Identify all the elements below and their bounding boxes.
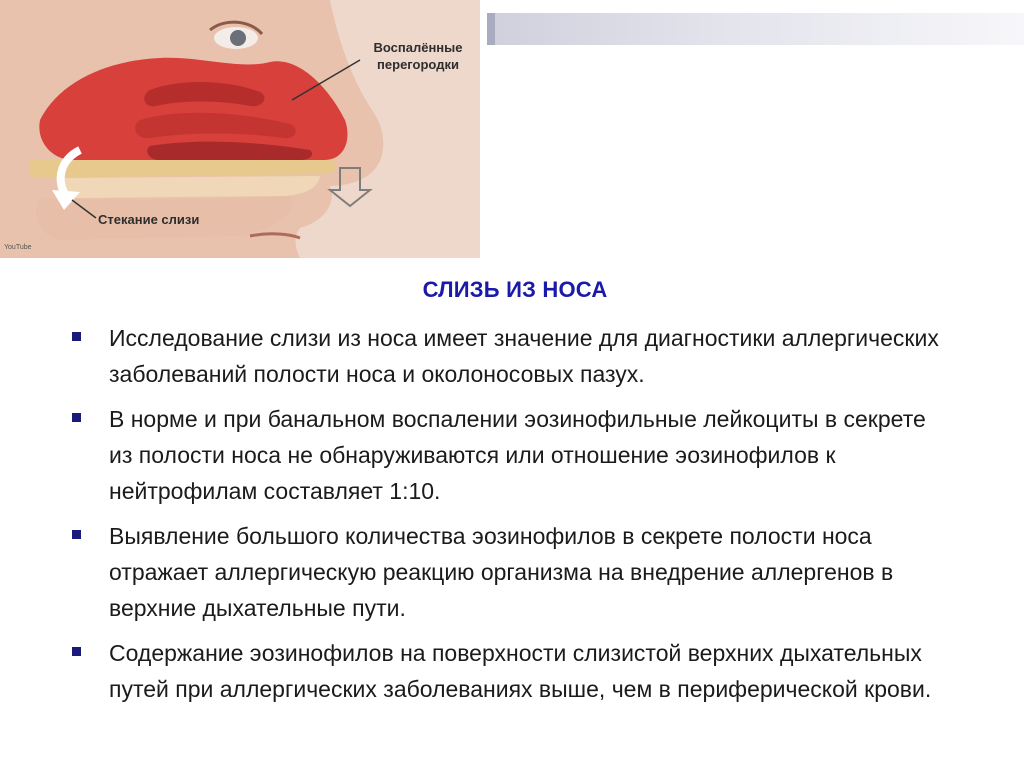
square-bullet-icon	[72, 413, 81, 422]
bullet-text: Содержание эозинофилов на поверхности слизистой верхних дыхательных путей при аллергических заболеваниях выше, чем в периферической крови.	[109, 640, 932, 702]
bullet-list	[72, 320, 952, 716]
slide-title	[0, 277, 1024, 303]
bullet-item	[72, 518, 952, 626]
mucus-drainage-label: Стекание слизи	[98, 212, 200, 227]
bullet-text: В норме и при банальном воспалении эозинофильные лейкоциты в секрете из полости носа не обнаруживаются или отношение эозинофилов к нейтрофилам составляет 1:10.	[109, 406, 926, 504]
square-bullet-icon	[72, 647, 81, 656]
slide-title-text: СЛИЗЬ ИЗ НОСА	[422, 277, 608, 302]
source-watermark: YouTube	[4, 244, 32, 251]
bullet-text: Исследование слизи из носа имеет значение для диагностики аллергических заболеваний полости носа и околоносовых пазух.	[109, 325, 939, 387]
square-bullet-icon	[72, 530, 81, 539]
nasal-cavity-illustration	[0, 0, 480, 258]
inflamed-septa-label: Воспалённые перегородки	[373, 40, 463, 72]
bullet-text: Выявление большого количества эозинофилов в секрете полости носа отражает аллергическую реакцию организма на внедрение аллергенов в верхние дыхательные пути.	[109, 523, 894, 621]
bullet-item	[72, 635, 952, 707]
bullet-item	[72, 320, 952, 392]
decorative-gradient-bar	[487, 13, 1024, 45]
bullet-item	[72, 401, 952, 509]
square-bullet-icon	[72, 332, 81, 341]
